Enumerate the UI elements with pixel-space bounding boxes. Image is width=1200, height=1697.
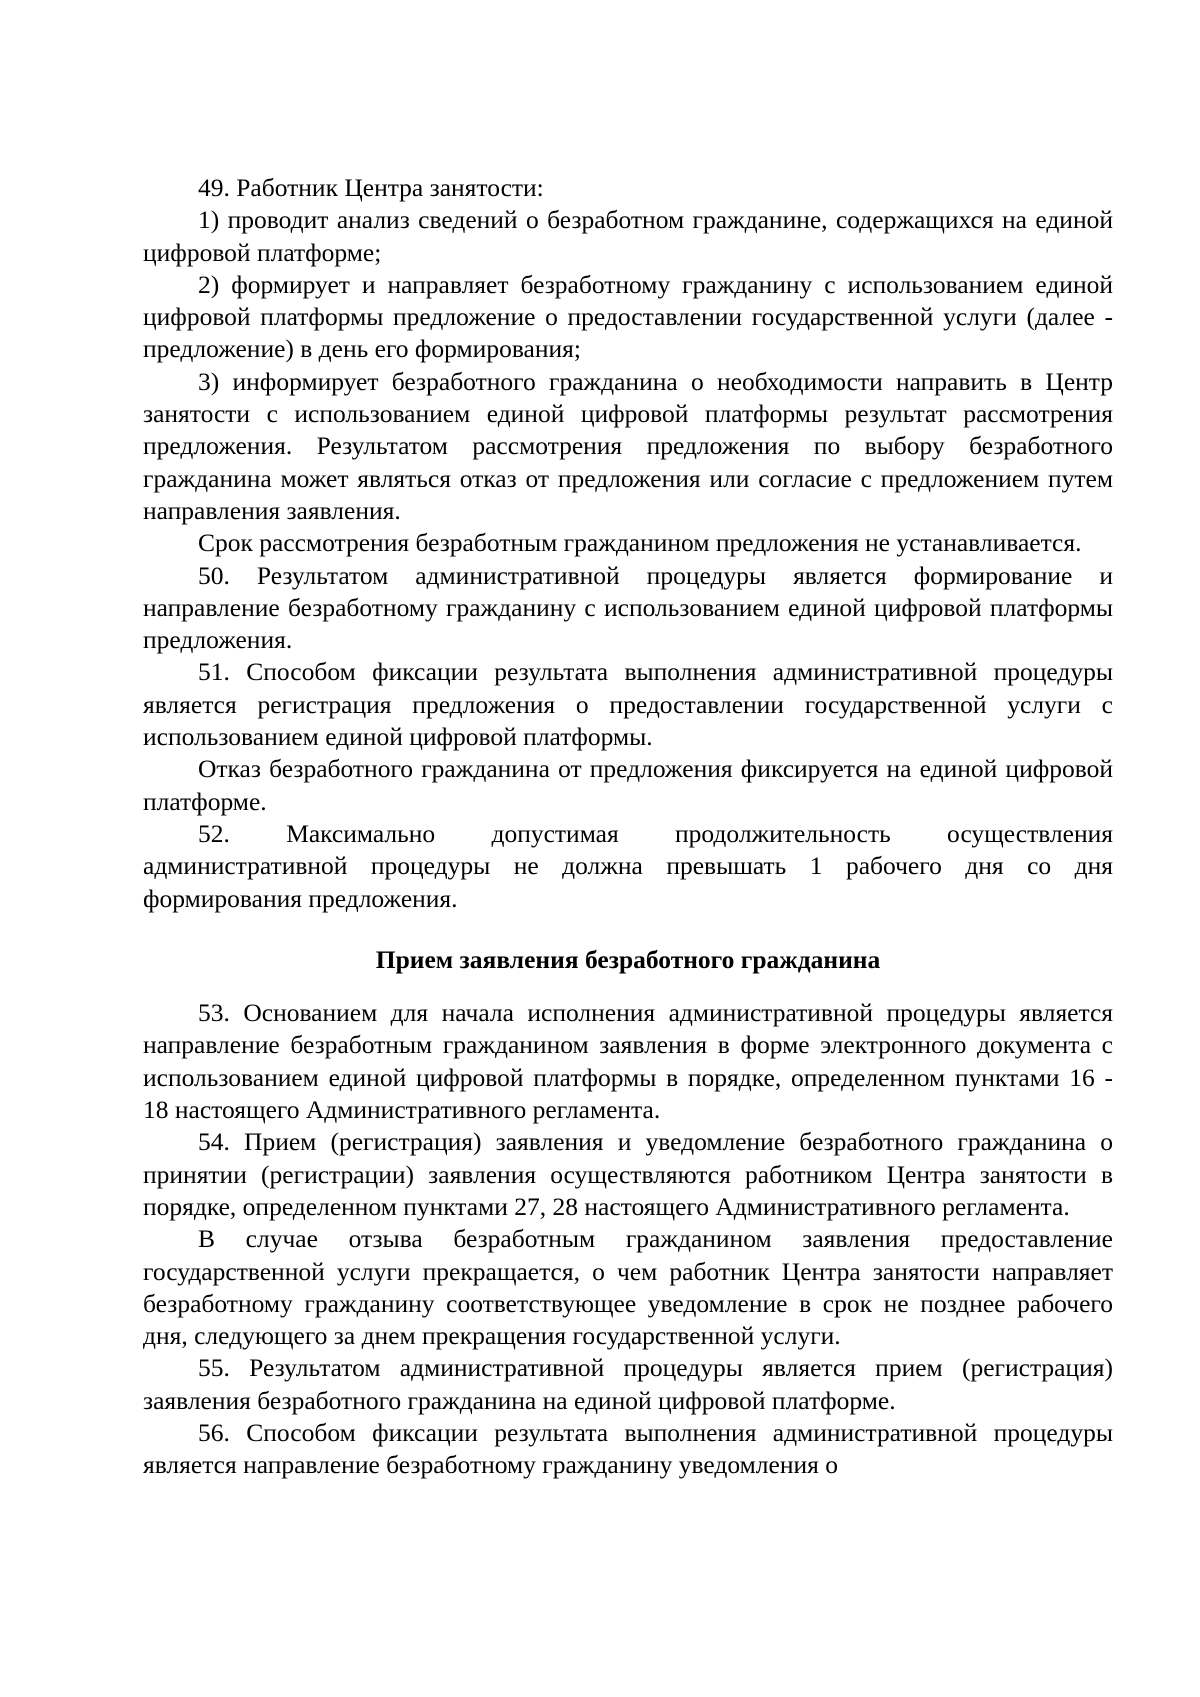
paragraph-51: 51. Способом фиксации результата выполнения административной процедуры является регистрация предложения о предоставлении государственной услуги с использованием единой цифровой платформы.: [143, 657, 1113, 752]
paragraph-50: 50. Результатом административной процедуры является формирование и направление безработному гражданину с использованием единой цифровой платформы предложения.: [143, 560, 1113, 655]
paragraph-55: 55. Результатом административной процедуры является прием (регистрация) заявления безработного гражданина на единой цифровой платформе.: [143, 1353, 1113, 1415]
paragraph-56: 56. Способом фиксации результата выполнения административной процедуры является направление безработному гражданину уведомления о: [143, 1417, 1113, 1480]
section-heading: Прием заявления безработного гражданина: [375, 944, 881, 974]
paragraph-54: 54. Прием (регистрация) заявления и уведомление безработного гражданина о принятии (регистрации) заявления осуществляются работником Центра занятости в порядке, определенном пунктами 27, 28 настоящего Административного регламента.: [143, 1127, 1113, 1221]
paragraph-review-term: Срок рассмотрения безработным гражданином предложения не устанавливается.: [198, 528, 1082, 558]
paragraph-52: 52. Максимально допустимая продолжительность осуществления административной процедуры не должна превышать 1 рабочего дня со дня формирования предложения.: [143, 818, 1113, 913]
document-page: [143, 172, 1113, 1482]
paragraph-53: 53. Основанием для начала исполнения административной процедуры является направление безработным гражданином заявления в форме электронного документа с использованием единой цифровой платформы в порядке, определенном пунктами 16 - 18 настоящего Административного регламента.: [143, 998, 1113, 1125]
paragraph-49-item-2: 2) формирует и направляет безработному гражданину с использованием единой цифровой платформы предложение о предоставлении государственной услуги (далее - предложение) в день его формирования;: [143, 269, 1113, 364]
paragraph-49: 49. Работник Центра занятости:: [198, 173, 544, 202]
paragraph-49-item-3: 3) информирует безработного гражданина о необходимости направить в Центр занятости с использованием единой цифровой платформы результат рассмотрения предложения. Результатом рассмотрения предложения по выбору безработного гражданина может являться отказ от предложения или согласие с предложением путем направления заявления.: [143, 366, 1113, 525]
paragraph-withdrawal: В случае отзыва безработным гражданином заявления предоставление государственной услуги прекращается, о чем работник Центра занятости направляет безработному гражданину соответствующее уведомление в срок не позднее рабочего дня, следующего за днем прекращения государственной услуги.: [143, 1224, 1113, 1351]
paragraph-49-item-1: 1) проводит анализ сведений о безработном гражданине, содержащихся на единой цифровой платформе;: [143, 205, 1113, 267]
paragraph-refusal: Отказ безработного гражданина от предложения фиксируется на единой цифровой платформе.: [143, 754, 1113, 816]
